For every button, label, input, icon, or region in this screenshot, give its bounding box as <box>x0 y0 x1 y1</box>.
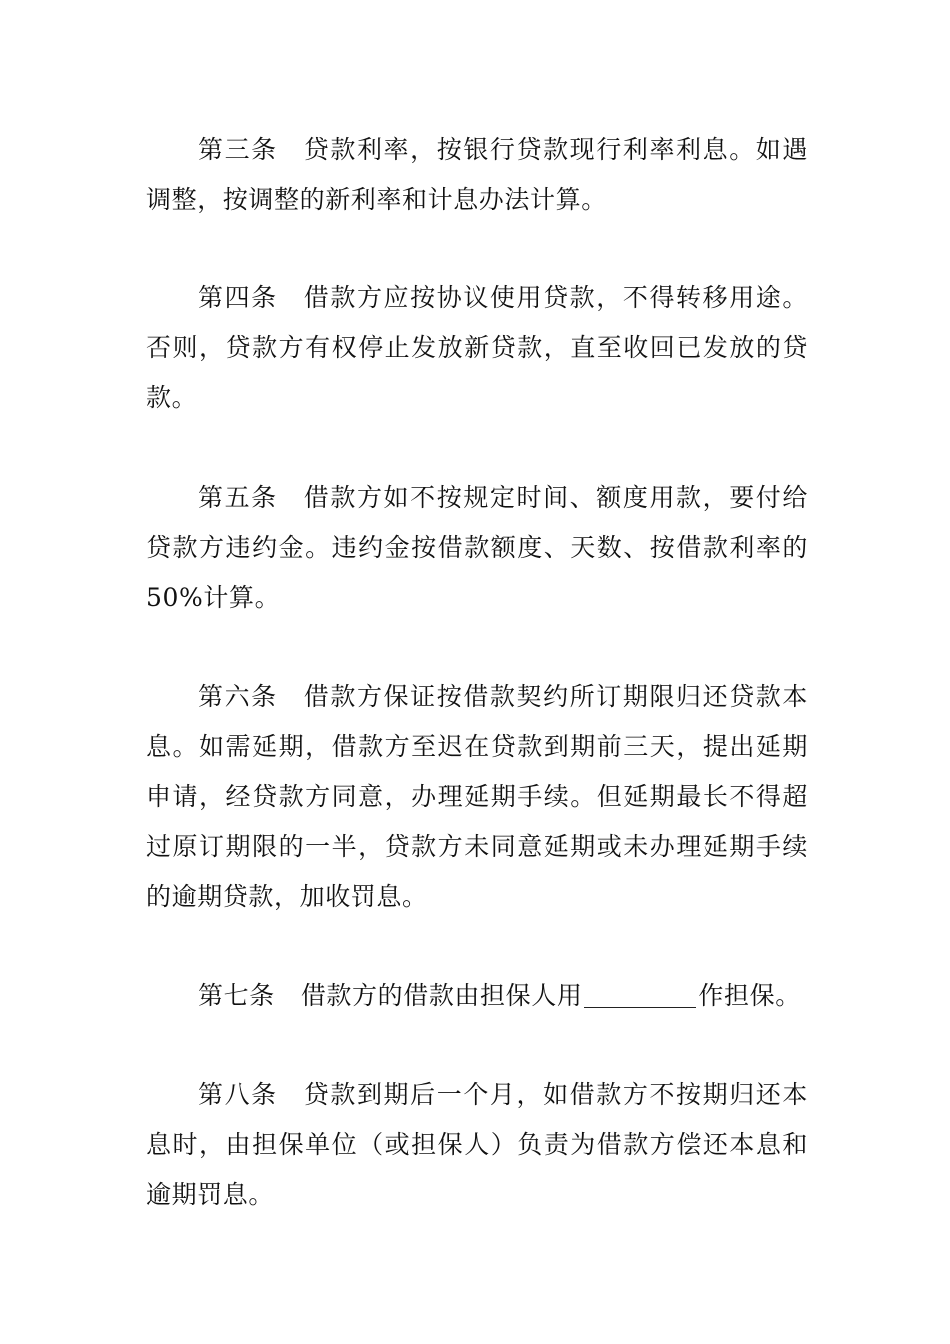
article-4 <box>146 273 808 423</box>
article-5-text: 借款方如不按规定时间、额度用款，要付给贷款方违约金。违约金按借款额度、天数、按借款利率的50%计算。 <box>146 483 808 612</box>
article-8-text: 贷款到期后一个月，如借款方不按期归还本息时，由担保单位（或担保人）负责为借款方偿还本息和逾期罚息。 <box>146 1080 808 1209</box>
article-5 <box>146 473 808 623</box>
guarantee-blank-line <box>584 981 696 1008</box>
article-6 <box>146 672 808 922</box>
article-6-text: 借款方保证按借款契约所订期限归还贷款本息。如需延期，借款方至迟在贷款到期前三天，提出延期申请，经贷款方同意，办理延期手续。但延期最长不得超过原订期限的一半，贷款方未同意延期或未办理延期手续的逾期贷款，加收罚息。 <box>146 682 808 911</box>
article-7 <box>146 971 808 1021</box>
article-7-label: 第七条 <box>198 981 275 1010</box>
article-7-text-after: 作担保。 <box>698 981 801 1010</box>
article-3-text: 贷款利率，按银行贷款现行利率利息。如遇调整，按调整的新利率和计息办法计算。 <box>146 135 808 214</box>
article-3-label: 第三条 <box>198 135 278 164</box>
article-4-label: 第四条 <box>198 283 278 312</box>
article-3 <box>146 125 808 225</box>
article-7-text-before: 借款方的借款由担保人用 <box>300 981 583 1010</box>
article-8-label: 第八条 <box>198 1080 278 1109</box>
article-5-label: 第五条 <box>198 483 278 512</box>
article-8 <box>146 1070 808 1220</box>
article-6-label: 第六条 <box>198 682 278 711</box>
article-4-text: 借款方应按协议使用贷款，不得转移用途。否则，贷款方有权停止发放新贷款，直至收回已发放的贷款。 <box>146 283 808 412</box>
